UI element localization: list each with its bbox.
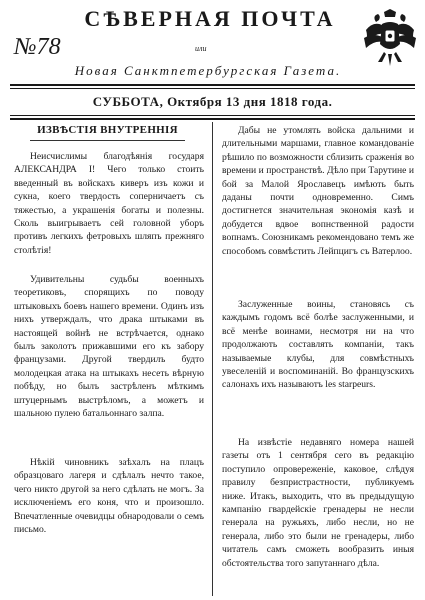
article-paragraph: Неисчислимы благодѣянія государя АЛЕКСАНДРА I! Чего только стоить введенный въ войскахъ киверъ изъ кожи и сукна, коего твердость соперничаетъ съ тяжестью, а украшенія богаты и полезны. Сколь выигрываетъ сей головной уборъ противъ легкихъ фетровыхъ шляпъ прежняго столѣтія! bbox=[14, 151, 204, 256]
issue-number: №78 bbox=[14, 34, 61, 60]
masthead-subtitle: Новая Санктпетербургская Газета. bbox=[74, 63, 342, 78]
dateline: СУББОТА, Октября 13 дня 1818 года. bbox=[92, 94, 333, 109]
section-underline bbox=[30, 140, 185, 141]
column-divider bbox=[212, 122, 213, 596]
section-title: ИЗВѢСТІЯ ВНУТРЕННІЯ bbox=[37, 124, 178, 136]
dateline-rule-thin bbox=[10, 115, 415, 116]
article-paragraph: На извѣстіе недавняго номера нашей газеты отъ 1 сентября сего въ редакцію поступило опровереженіе, каковое, слѣдуя правилу безпристрастности, публикуемъ ниже. Итакъ, выходить, что въ предыдущую кампанію гвардейскіе гренадеры не несли генерала на ружьяхъ, либо несли, но не генерала, либо это были не гренадеры, либо читатель самъ сможеть вообразить иныя обстоятельства того запутаннаго дѣла. bbox=[222, 437, 414, 569]
masthead-conjunction: или bbox=[195, 44, 207, 53]
dateline-rule-thick bbox=[10, 118, 415, 120]
article-paragraph: Удивительны судьбы военныхъ теоретиковъ, спорящихъ по поводу штыковыхъ боевъ нашего времени. Одинъ изъ нихъ утверждалъ, что драка штыками въ настоящей войнѣ не встрѣчается, однако былъ заколотъ прижавшими его къ забору французами. Другой твердилъ будто молодецкая атака на штыкахъ несеть вѣрную побѣду, но былъ застрѣленъ мѣткимъ штуцернымъ выстрѣломъ, а можетъ и шальною пулею батальоннаго залпа. bbox=[14, 274, 204, 420]
masthead-rule-thin bbox=[10, 88, 415, 89]
double-headed-eagle-icon bbox=[362, 8, 418, 70]
article-paragraph: Дабы не утомлять войска дальними и длительными маршами, главное командованіе рѣшило по возможности сблизить сраженія во времени и пространствѣ. Дѣло при Тарутине и бой за Малой Ярославецъ имѣють быть даданы почти одновременно. Симъ достигнется значительная экономія казѣ и добудется вдвое вопнственной радости вопнамъ. Союзникамъ рекомендовано темъ же способомъ совмѣстить Лейпцигъ съ Ватерлоо. bbox=[222, 125, 414, 257]
article-paragraph: Нѣкій чиновникъ заѣхалъ на плацъ образцоваго лагеря и сдѣлалъ нечто такое, чего никто другой за него сдѣлать не могъ. За исключеніемъ его коня, что и произошло. Впечатленные очевидцы обнародовали о семъ письмо. bbox=[14, 457, 204, 536]
masthead-title: СѢВЕРНАЯ ПОЧТА bbox=[84, 6, 336, 31]
article-paragraph: Заслуженные воины, становясь съ каждымъ годомъ всё болѣе заслуженными, и всё менѣе воинами, несмотря ни на что продолжають составлять компаніи, такъ называемые клубы, для совмѣстныхъ увеселеній и воспоминаній. Во французскихъ салонахъ ихъ называютъ les starpeurs. bbox=[222, 299, 414, 391]
masthead-rule-thick bbox=[10, 84, 415, 86]
